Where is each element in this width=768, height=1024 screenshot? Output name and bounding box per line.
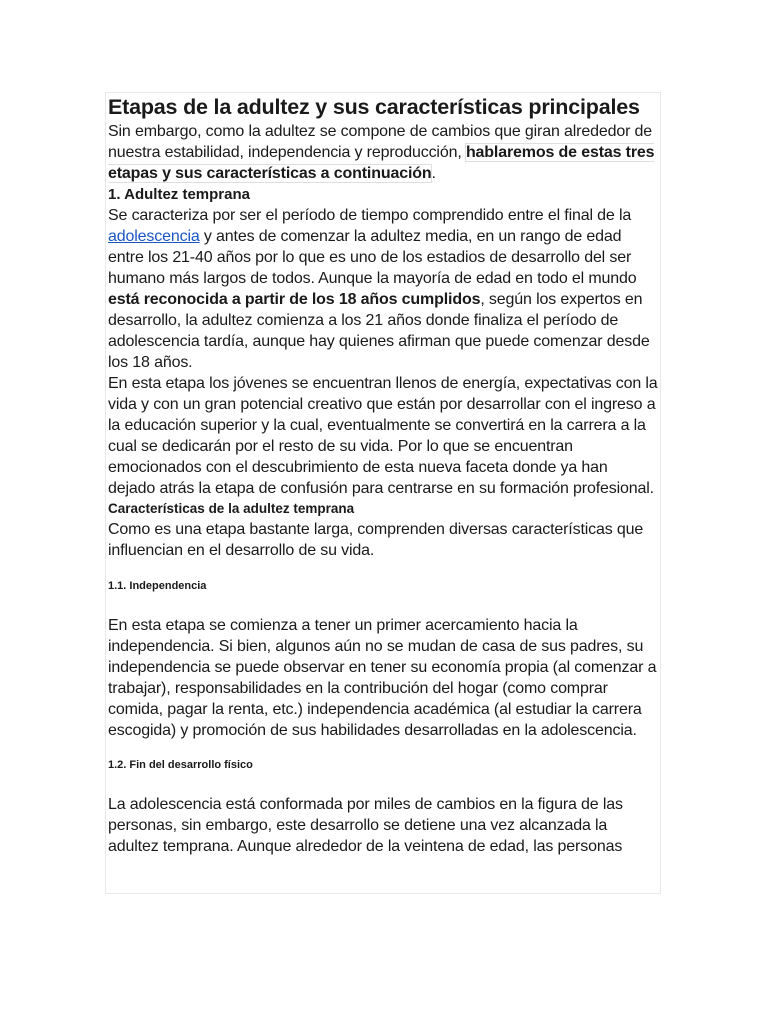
p1-text-c: , según los expertos en desarrollo, la adultez comienza a los 21 años donde finaliza el período de adolescencia tardía, aunque hay quienes afirman que puede comenzar desde los 18 años.	[108, 291, 650, 371]
intro-end: .	[431, 165, 436, 182]
document-page	[105, 92, 661, 894]
subheading-fin-desarrollo: 1.2. Fin del desarrollo físico	[108, 759, 253, 771]
paragraph-fin-desarrollo: La adolescencia está conformada por miles de cambios en la figura de las personas, sin embargo, este desarrollo se detiene una vez alcanzada la adultez temprana. Aunque alrededor de la veintena de edad, las personas	[108, 796, 623, 855]
characteristics-heading: Características de la adultez temprana	[108, 501, 355, 516]
paragraph-definition	[108, 205, 658, 373]
section-heading-adultez-temprana: 1. Adultez temprana	[108, 186, 250, 203]
intro-text: Sin embargo, como la adultez se compone de cambios que giran alrededor de nuestra estabilidad, independencia y reproducción,	[108, 123, 653, 161]
intro-bold-text: hablaremos de estas tres etapas y sus características a continuación	[108, 144, 655, 182]
adolescencia-link[interactable]: adolescencia	[108, 228, 200, 245]
page-title: Etapas de la adultez y sus características principales	[108, 95, 640, 119]
p1-text-a: Se caracteriza por ser el período de tiempo comprendido entre el final de la	[108, 207, 632, 224]
p1-bold-text: está reconocida a partir de los 18 años cumplidos	[108, 291, 481, 308]
intro-paragraph	[108, 121, 658, 184]
paragraph-independencia: En esta etapa se comienza a tener un primer acercamiento hacia la independencia. Si bien, algunos aún no se mudan de casa de sus padres, su independencia se puede observar en tener su economía propia (al comenzar a trabajar), responsabilidades en la contribución del hogar (como comprar comida, pagar la renta, etc.) independencia académica (al estudiar la carrera escogida) y promoción de sus habilidades desarrolladas en la adolescencia.	[108, 617, 657, 739]
subheading-independencia: 1.1. Independencia	[108, 580, 207, 592]
characteristics-paragraph: Como es una etapa bastante larga, comprenden diversas características que influencian en el desarrollo de su vida.	[108, 521, 644, 559]
paragraph-energia: En esta etapa los jóvenes se encuentran llenos de energía, expectativas con la vida y con un gran potencial creativo que están por desarrollar con el ingreso a la educación superior y la cual, eventualmente se convertirá en la carrera a la cual se dedicarán por el resto de su vida. Por lo que se encuentran emocionados con el descubrimiento de esta nueva faceta donde ya han dejado atrás la etapa de confusión para centrarse en su formación profesional.	[108, 375, 658, 497]
p1-text-b: y antes de comenzar la adultez media, en un rango de edad entre los 21-40 años por lo que es uno de los estadios de desarrollo del ser humano más largos de todos. Aunque la mayoría de edad en todo el mundo	[108, 228, 637, 287]
